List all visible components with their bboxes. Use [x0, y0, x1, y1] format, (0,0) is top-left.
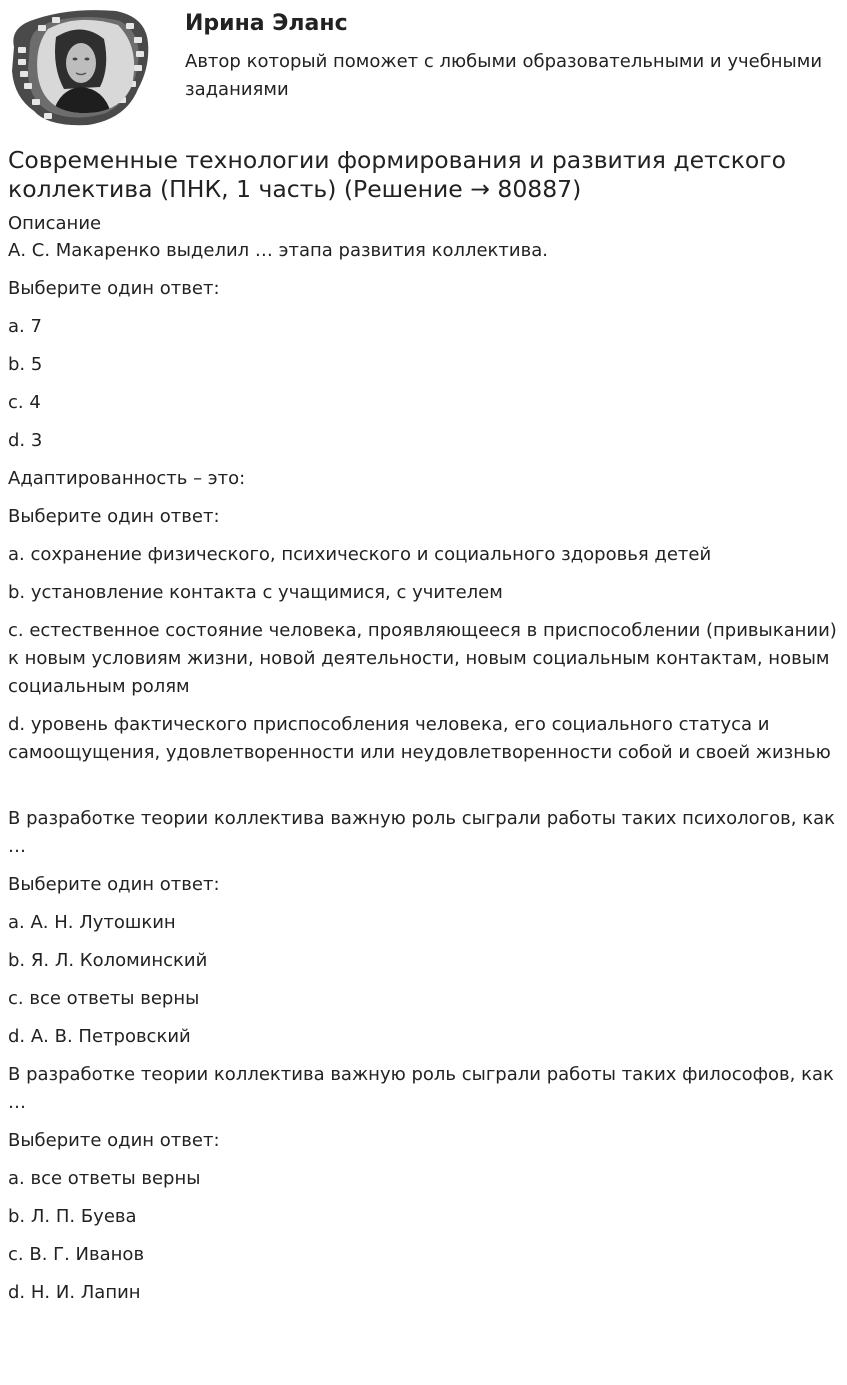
- question-prompt: Выберите один ответ:: [8, 1130, 220, 1151]
- answer-option: a. А. Н. Лутошкин: [8, 912, 176, 933]
- question-text: В разработке теории коллектива важную роль сыграли работы таких философов, как …: [8, 1064, 834, 1113]
- question-text: В разработке теории коллектива важную роль сыграли работы таких психологов, как …: [8, 808, 835, 857]
- answer-option: b. 5: [8, 354, 43, 375]
- answer-option: d. уровень фактического приспособления человека, его социального статуса и самоощущения, удовлетворенности или неудовлетворенности собой и своей жизнью: [8, 714, 831, 763]
- question-text: Адаптированность – это:: [8, 468, 246, 489]
- description-label: Описание: [8, 213, 102, 234]
- answer-option: c. В. Г. Иванов: [8, 1244, 145, 1265]
- spacer: [8, 777, 840, 805]
- author-name[interactable]: Ирина Эланс: [185, 11, 348, 36]
- author-description: Автор который поможет с любыми образовательными и учебными заданиями: [185, 51, 823, 100]
- answer-option: b. Я. Л. Коломинский: [8, 950, 208, 971]
- question-2: [8, 465, 840, 767]
- question-prompt: Выберите один ответ:: [8, 506, 220, 527]
- answer-option: b. Л. П. Буева: [8, 1206, 137, 1227]
- answer-option: c. все ответы верны: [8, 988, 200, 1009]
- answer-option: b. установление контакта с учащимися, с учителем: [8, 582, 503, 603]
- question-prompt: Выберите один ответ:: [8, 278, 220, 299]
- answer-option: d. Н. И. Лапин: [8, 1282, 141, 1303]
- answer-option: a. сохранение физического, психического и социального здоровья детей: [8, 544, 712, 565]
- question-text: А. С. Макаренко выделил … этапа развития коллектива.: [8, 240, 548, 261]
- answer-option: a. 7: [8, 316, 42, 337]
- answer-option: d. А. В. Петровский: [8, 1026, 191, 1047]
- page-title: Современные технологии формирования и развития детского коллектива (ПНК, 1 часть) (Решение → 80887): [8, 146, 787, 203]
- question-prompt: Выберите один ответ:: [8, 874, 220, 895]
- answer-option: d. 3: [8, 430, 43, 451]
- question-1: [8, 237, 840, 455]
- question-3: [8, 805, 840, 1051]
- answer-option: a. все ответы верны: [8, 1168, 201, 1189]
- answer-option: c. естественное состояние человека, проявляющееся в приспособлении (привыкании) к новым условиям жизни, новой деятельности, новым социальным контактам, новым социальным ролям: [8, 620, 837, 697]
- question-4: [8, 1061, 840, 1307]
- author-avatar[interactable]: [8, 7, 150, 127]
- author-card: [0, 0, 847, 130]
- main-content: [8, 146, 840, 1317]
- answer-option: c. 4: [8, 392, 41, 413]
